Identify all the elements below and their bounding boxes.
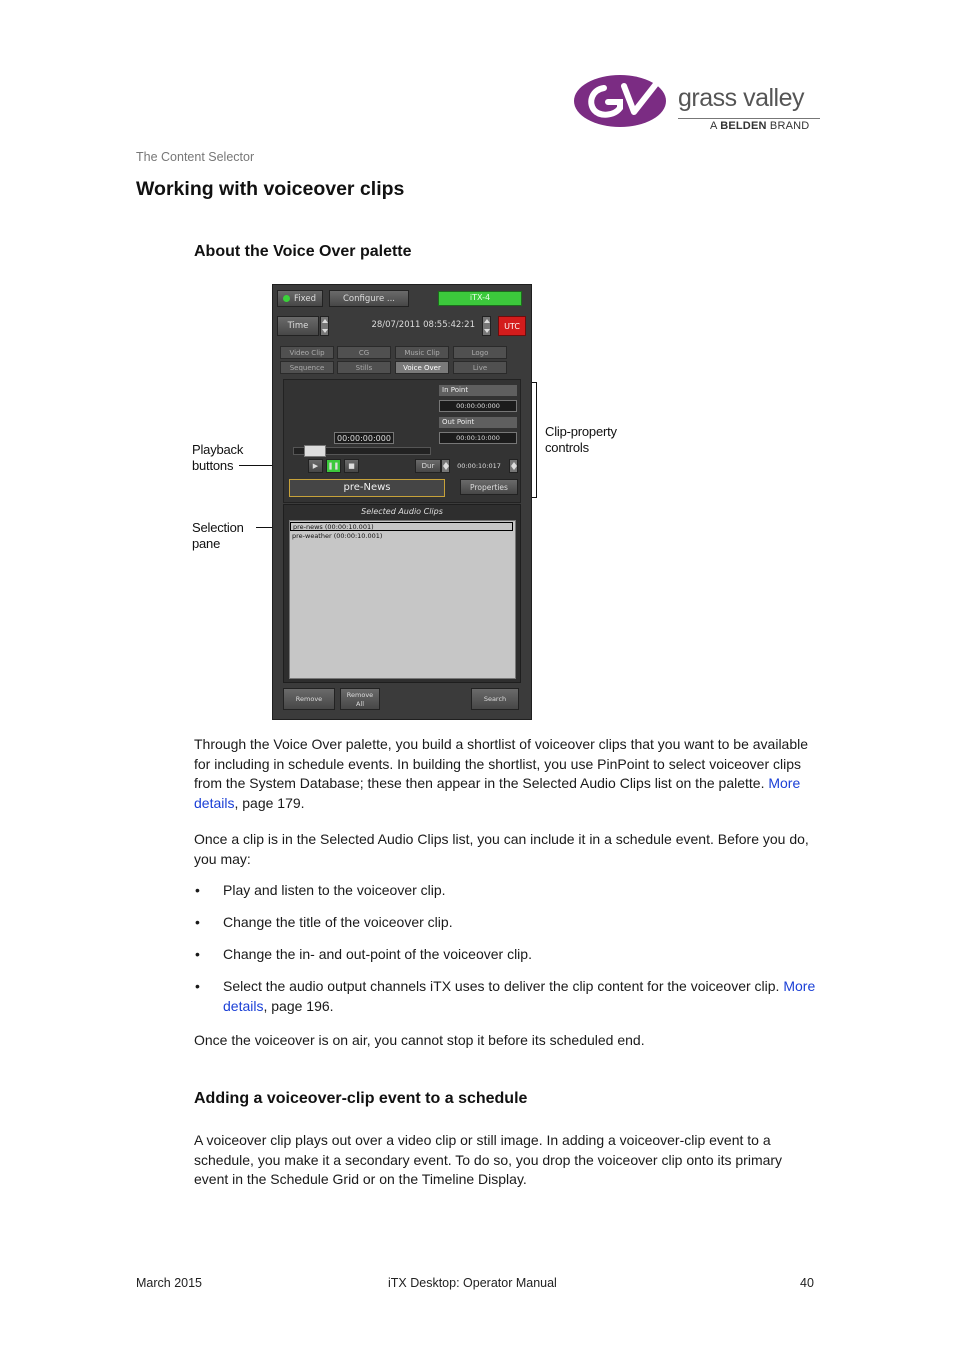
heading-adding-event: Adding a voiceover-clip event to a schedule [194,1090,528,1107]
logo-wordmark: grass valley [678,84,804,112]
configure-button[interactable]: Configure ... [329,290,409,307]
bullet-text: Select the audio output channels iTX uses to deliver the clip content for the voiceover clip. [223,977,784,994]
properties-button[interactable]: Properties [460,479,518,495]
fixed-button[interactable] [277,290,323,307]
callout-selection-line1: Selection [192,520,244,535]
remove-all-label-1: Remove [346,691,374,699]
remove-all-label-2: All [355,700,365,708]
more-details-link-196[interactable]: More details [223,977,816,1014]
bullet-icon: • [195,945,200,962]
bullet-text: Change the in- and out-point of the voiceover clip. [223,945,532,962]
logo-tag-suffix: BRAND [769,120,810,132]
selection-pane [283,504,521,683]
out-point-field[interactable]: 00:00:10:000 [439,432,517,444]
tab-live[interactable]: Live [453,361,507,374]
out-point-label: Out Point [439,417,517,428]
grass-valley-logo [574,70,824,134]
list-item [194,881,818,901]
voice-over-palette [272,284,532,720]
bullet-icon: • [195,977,200,994]
datetime-stepper[interactable] [482,316,491,336]
in-point-label: In Point [439,385,517,396]
timecode-display: 00:00:00:000 [334,432,394,444]
tab-sequence[interactable]: Sequence [280,361,334,374]
logo-tag-brand: BELDEN [720,120,767,132]
gv-emblem-icon [574,72,678,132]
callout-playback-line1: Playback [192,442,244,457]
time-stepper[interactable] [320,316,329,336]
footer-title: iTX Desktop: Operator Manual [388,1276,557,1290]
heading-about-palette: About the Voice Over palette [194,243,412,260]
logo-tagline [710,120,809,132]
dur-label-stepper[interactable] [441,459,450,473]
callout-selection-line2: pane [192,535,221,551]
bullet-icon: • [195,882,200,898]
tab-logo[interactable]: Logo [453,346,507,359]
tab-cg[interactable]: CG [337,346,391,359]
paragraph-adding: A voiceover clip plays out over a video clip or still image. In adding a voiceover-clip event to a schedule, you make it a secondary event. To do so, you drop the voiceover clip onto its primary event in the Schedule Grid or on the Timeline Display. [194,1132,783,1188]
dur-value: 00:00:10:017 [457,462,501,470]
dur-stepper[interactable] [509,459,518,473]
fixed-label: Fixed [294,294,317,304]
remove-button[interactable]: Remove [283,688,335,710]
pause-button[interactable]: ❚❚ [326,459,341,473]
paragraph-intro-page: , page 179. [234,794,305,811]
list-item[interactable]: pre-news (00:00:10.001) [290,522,513,531]
channel-indicator: iTX-4 [438,291,522,306]
callout-clipprop-line2: controls [545,439,589,455]
bullet-page-ref: , page 196. [263,997,334,1014]
stop-button[interactable]: ■ [344,459,359,473]
dur-label: Dur [415,459,441,473]
callout-clipprop-line1: Clip-property [545,424,617,439]
audio-clip-list[interactable] [289,520,516,679]
utc-button[interactable]: UTC [498,316,526,336]
callout-clip-property-controls [545,424,617,455]
time-button[interactable]: Time [277,316,319,336]
bullet-text: Play and listen to the voiceover clip. [223,882,446,898]
play-button[interactable]: ▶ [308,459,323,473]
footer-page-number: 40 [800,1276,814,1290]
title-field[interactable]: pre-News [289,479,445,497]
voice-over-palette-figure [180,280,650,722]
scrub-handle[interactable] [304,445,326,457]
tab-voice-over[interactable]: Voice Over [395,361,449,374]
logo-tag-prefix: A [710,120,717,132]
tab-music-clip[interactable]: Music Clip [395,346,449,359]
tab-video-clip[interactable]: Video Clip [280,346,334,359]
list-item[interactable]: pre-weather (00:00:10.001) [292,532,383,540]
page-title: Working with voiceover clips [136,178,405,200]
callout-playback-line2: buttons [192,457,234,473]
callout-selection-pane [192,520,244,551]
bullet-icon: • [195,913,200,930]
paragraph-on-air: Once the voiceover is on air, you cannot stop it before its scheduled end. [194,1032,645,1048]
fixed-led-icon [283,295,290,302]
tab-stills[interactable]: Stills [337,361,391,374]
logo-divider [678,118,820,119]
section-header: The Content Selector [136,150,255,164]
remove-all-button[interactable] [340,688,380,710]
bullet-text: Change the title of the voiceover clip. [223,913,453,930]
callout-playback-buttons [192,442,243,473]
list-item [194,977,818,1016]
options-list [194,881,818,1029]
paragraph-before-you-do: Once a clip is in the Selected Audio Clips list, you can include it in a schedule event. Before you do, you may: [194,831,809,867]
in-point-field[interactable]: 00:00:00:000 [439,400,517,412]
datetime-display: 28/07/2011 08:55:42:21 [371,320,475,330]
scrub-bar[interactable] [293,447,431,455]
list-item [194,945,818,965]
search-button[interactable]: Search [471,688,519,710]
list-item [194,913,818,933]
selection-pane-title: Selected Audio Clips [361,507,443,516]
paragraph-intro [194,735,818,813]
footer-date: March 2015 [136,1276,203,1290]
more-details-link-179[interactable]: More details [194,775,801,811]
paragraph-intro-text: Through the Voice Over palette, you build a shortlist of voiceover clips that you want to be available for including in schedule events. In building the shortlist, you use PinPoint to select voiceover clips from the System Database; these then appear in the Selected Audio Clips list on the palette. [194,736,809,792]
